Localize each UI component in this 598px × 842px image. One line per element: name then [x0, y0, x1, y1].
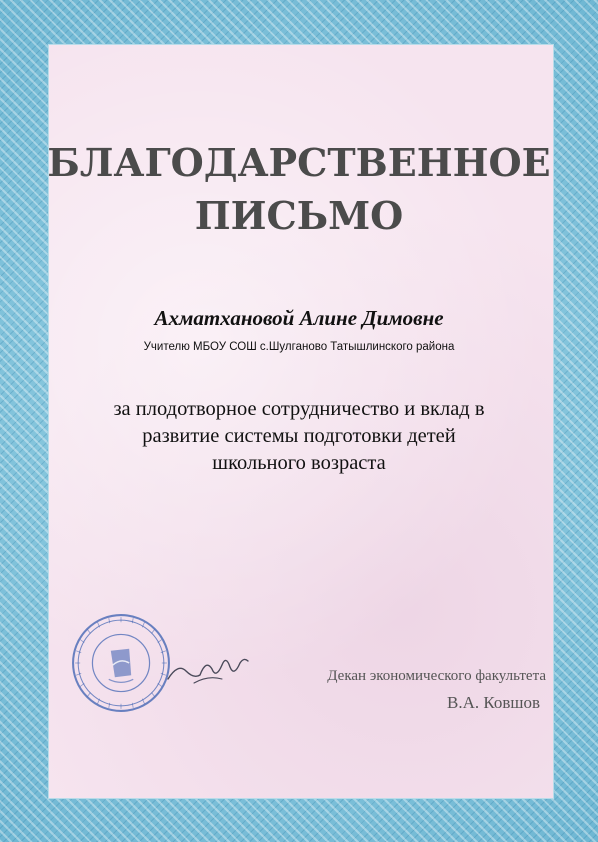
- recipient-position: Учителю МБОУ СОШ с.Шулганово Татышлинского района: [143, 341, 455, 353]
- reason-line: развитие системы подготовки детей: [142, 425, 456, 447]
- certificate-title-line1: БЛАГОДАРСТВЕННОЕ: [47, 140, 551, 185]
- official-seal-stamp: [70, 612, 172, 714]
- recipient-name: Ахматхановой Алине Димовне: [154, 306, 444, 330]
- handwritten-signature: [164, 645, 252, 689]
- signatory-name: В.А. Ковшов: [446, 693, 540, 712]
- reason-text: [88, 396, 510, 477]
- certificate-title-line2: ПИСЬМО: [194, 193, 404, 238]
- reason-line: за плодотворное сотрудничество и вклад в: [113, 398, 485, 420]
- signatory-title: Декан экономического факультета: [327, 668, 546, 684]
- reason-line: школьного возраста: [212, 452, 386, 474]
